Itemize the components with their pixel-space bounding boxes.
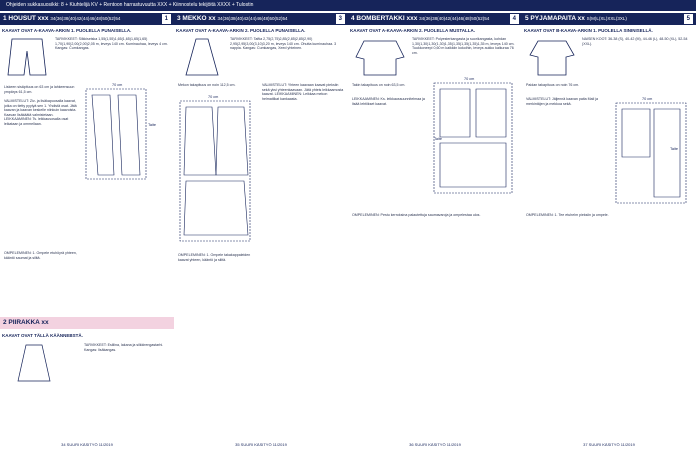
page-1-header (0, 13, 174, 25)
page-1-title: 1 HOUSUT xxx (3, 15, 49, 22)
page-3-number: 3 (336, 14, 345, 24)
page-4-length-note: Takin takapituus on noin 63,5 cm. (352, 83, 406, 87)
page-1-width-label: 70 cm (112, 83, 123, 87)
page-5-header (522, 13, 696, 25)
page-4-title: 4 BOMBERTAKKI xxx (351, 15, 418, 22)
page-5-shirt-illustration (526, 37, 578, 77)
page-5-fold-label: Taite (670, 147, 679, 151)
page-3 (174, 13, 348, 450)
page-2-header: 2 PIIRAKKA xx (0, 317, 174, 329)
page-3-footer: 35 SUURI KÄSITYÖ 11/2019 (235, 442, 287, 447)
page-4-footer: 36 SUURI KÄSITYÖ 11/2019 (409, 442, 461, 447)
page-5-sizes-note: NAISEN KOOT: 36-38 (S), 40-42 (M), 44-46 (L), 48-50 (XL), 52-54 (XXL). (582, 37, 688, 46)
page-1-fold-label: Taite (148, 123, 157, 127)
page-1-instructions: VALMISTELUT: Ziv- ja lisäkapuosalla kaavat, jotka on tietty pyylyä sen 1. Yhdistä osat. Jätä kaavan ja kaavan keskelle niinkuin kaavoista. Kaavan lisäkäätä valmistetaan. LEIKKAAMINEN: Ts. leikkausosalla osat leikataan ja ommellaan. (4, 99, 77, 126)
page-3-kaava-note: KAAVAT OVAT A-KAAVA-ARKIN 2. PUOLELLA PUNAISELLA. (176, 28, 306, 33)
page-5-title: 5 PYJAMAPAITA xx (525, 15, 585, 22)
page-4-cutting-layout (432, 77, 520, 197)
page-3-length-note: Mekon takapituus on noin 112,5 cm. (178, 83, 236, 87)
page-4-materials: TARVIKKEET: Polyesterkangasta ja suorikangasta, kohdan 1,30(1,30)1,30(1,30)1,35(1,35)1,35(1,35)1,35 m, leveys 140 cm. Tuukkoneepi 0,60 m kaikkiin kokoihin, leveys aukko kaikuraa 76 cm. (412, 37, 515, 55)
page-4-instructions: LEIKKAAMINEN: Ks. leikkaussuunnitelmaa ja lisää lehtiikset kaavat. (352, 97, 425, 106)
page-1-materials: TARVIKKEET: Silkkiseiska 1,55(1,55)1,65(1,65)1,65(1,65) 1,70(1,90)2,00(2,00)2,05 m, leveys 140 cm. Kuminauhaa, leveys 4 cm. Kangas: Cumkangas. (55, 37, 168, 50)
page-3-dress-illustration (178, 37, 226, 77)
page-3-cutting-layout (178, 95, 258, 245)
page-5-number: 5 (684, 14, 693, 24)
page-5-length-note: Paidan takapituus on noin 76 cm. (526, 83, 580, 87)
page-2-dress-illustration (4, 343, 64, 383)
page-4-sewing: OMPELEMINEN: Pestu kerroksina palautettuja saumavaroja ja ompelestaa ulos. (352, 213, 481, 217)
page-5-sewing: OMPELEMINEN: 1. Tee etuhelm pieksiin ja ompele. (526, 213, 609, 217)
page-5-sizes: S(M)L(XL)XXL(3XL) (586, 16, 627, 21)
page-4-number: 4 (510, 14, 519, 24)
page-3-sizes: 34(36)38(40)42(44)46(48)50(52)54 (217, 16, 288, 21)
page-5-kaava-note: KAAVAT OVAT B-KAAVA-ARKIN 1. PUOLELLA SININISELLÄ. (524, 28, 653, 33)
page-3-width-label: 70 cm (208, 95, 219, 99)
page-4-sizes: 34(36)38(40)42(44)46(48)50(52)54 (419, 16, 490, 21)
page-1-footer: 34 SUURI KÄSITYÖ 11/2019 (61, 442, 113, 447)
page-1-sizes: 34(36)38(40)42(44)46(48)50(52)54 (50, 16, 121, 21)
page-1-cutting-layout (84, 83, 172, 183)
page-4-fold-label: Taite (434, 137, 443, 141)
page-3-header (174, 13, 348, 25)
page-4-width-label: 70 cm (464, 77, 475, 81)
page-4-jacket-illustration (352, 37, 408, 77)
page-5-cutting-layout (614, 97, 694, 207)
page-4 (348, 13, 522, 450)
page-1 (0, 13, 174, 450)
page-1-number: 1 (162, 14, 171, 24)
page-1-pants-illustration (4, 37, 50, 77)
page-5-instructions: VALMISTELUT: Jäljennä kaavan paita Mali ja merkintäjen ja mekkoa sekä. (526, 97, 599, 106)
top-info-bar: Ohjeiden sukkasuosikki: 8 + Kiuhtelijä KV + Rentoon harrastuvuutta XXX + Kiinnostelu tekijöitä XXXX + Tulostin (0, 0, 696, 11)
page-1-kaava-note: KAAVAT OVAT A-KAAVA-ARKIN 1. PUOLELLA PUNAISELLA. (2, 28, 132, 33)
page-3-title: 3 MEKKO xx (177, 15, 216, 22)
page-5-footer: 37 SUURI KÄSITYÖ 11/2019 (583, 442, 635, 447)
page-4-header (348, 13, 522, 25)
page-1-sewing: OMPELEMINEN: 1. Ompele etuhöyrä yhteen, kääntö saumat ja silitä. (4, 251, 77, 260)
page-3-instructions: VALMISTELUT: Yhteen kaavaan kaavat pieksiin sekä yksi yhteenkaavaan. Jätä yhteis leikkaamosta kaavat. LEIKKAAMINEN: Leikkaa mekon helmatilkat kankaasta. (262, 83, 344, 101)
page-3-sewing: OMPELEMINEN: 1. Ompele takakappaleiden kaavat yhteen, kääntö ja silitä. (178, 253, 251, 262)
page-5 (522, 13, 696, 450)
page-1-length-note: Liskeen sisäpituus on 63 cm ja lahkeensuun ympärys 61,5 cm. (4, 85, 75, 94)
page-4-kaava-note: KAAVAT OVAT A-KAAVA-ARKIN 2. PUOLELLA MUSTALLA. (350, 28, 475, 33)
page-2-materials: TARVIKKEET: Esiliina, lakana ja silkkirengastarhi. Kangas: lisäkangas. (84, 343, 164, 352)
page-5-width-label: 70 cm (642, 97, 653, 101)
page-2-kaava-note: KAAVAT OVAT TÄLLÄ KÄÄNNEBSTÄ. (2, 333, 83, 338)
page-3-materials: TARVIKKEET: Taftia 2,75(2,75)2,85(2,85)2,85(2,90) 2,95(2,95)3,00(3,10)3,20 m, leveys 140 cm. Ohutta kuminauhaa. 3 nappia. Kangas: Cumkangas, Xeed yhteinen. (230, 37, 337, 50)
